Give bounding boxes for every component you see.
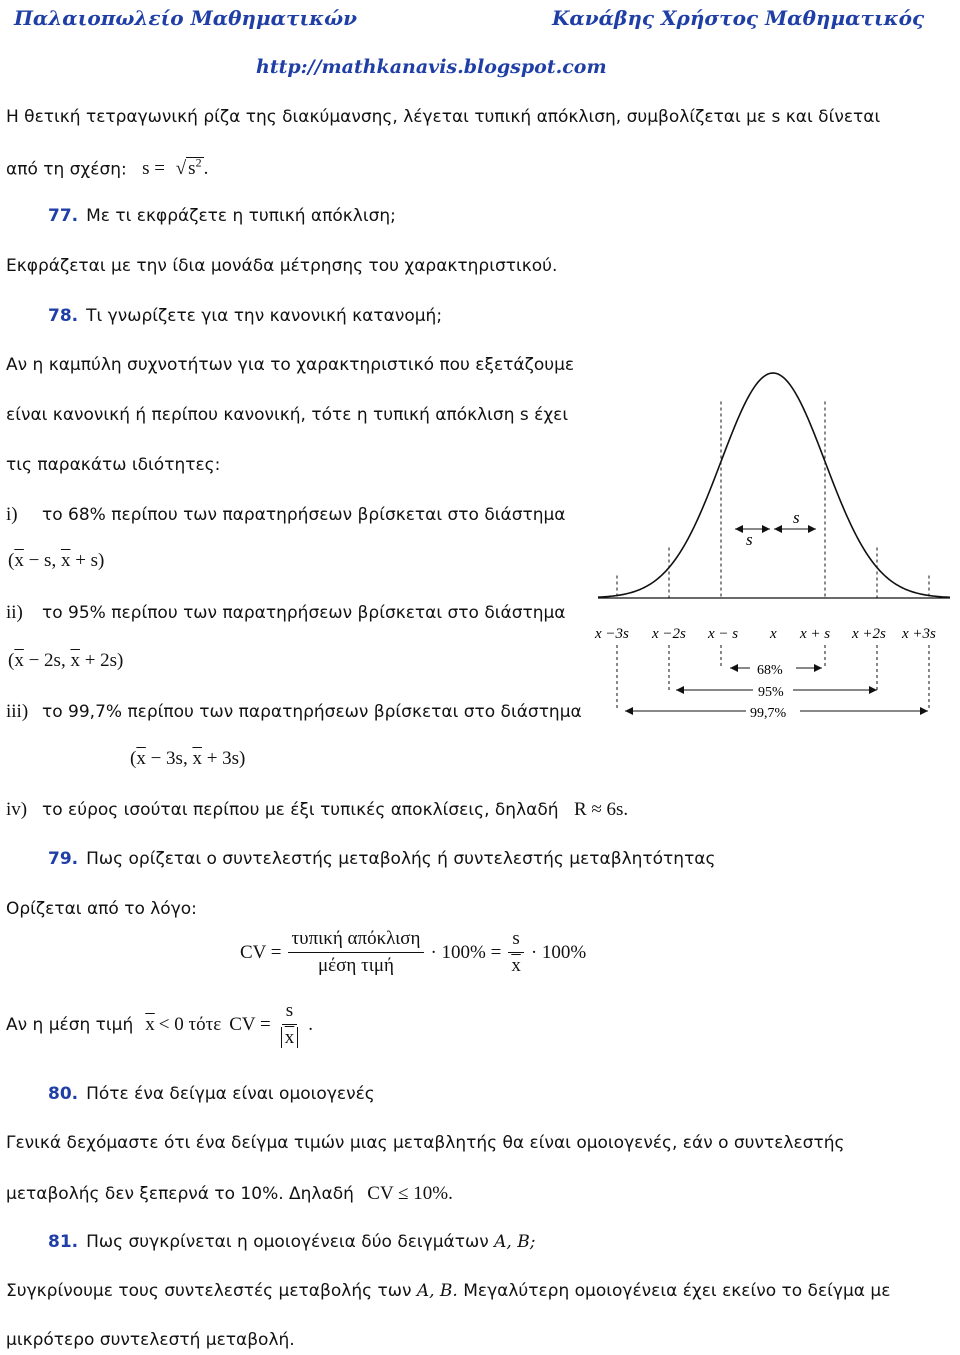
sd-formula: s = √ $s^2$ . — [142, 156, 209, 180]
band-997-head-right — [920, 707, 928, 715]
tick-mean-minus-s: x − s — [708, 626, 739, 642]
sqrt-radicand: $s^2$ — [188, 156, 202, 180]
q81-answer-b: Μεγαλύτερη ομοιογένεια έχει εκείνο το δείγμα με — [463, 1281, 891, 1301]
neg-numerator: s — [282, 1000, 297, 1025]
intro-line2-prefix: από τη σχέση: — [6, 159, 127, 180]
q80-answer-line1: Γενικά δεχόμαστε ότι ένα δείγμα τιμών μιας μεταβλητής θα είναι ομοιογενές, εάν ο συντελεστής — [6, 1133, 845, 1153]
band-68-head-left — [730, 664, 738, 672]
header-url[interactable]: http://mathkanavis.blogspot.com — [256, 56, 607, 78]
q81-answer-ab: A, B. — [416, 1281, 458, 1301]
cv-numerator-s: s — [508, 928, 523, 953]
s-arrowhead-1b — [735, 525, 743, 533]
q78-answer-line3: τις παρακάτω ιδιότητες: — [6, 455, 221, 475]
sd-formula-lhs: s = — [142, 158, 165, 180]
q79-question: 79. Πως ορίζεται ο συντελεστής μεταβολής ή συντελεστής μεταβλητότητας — [48, 849, 716, 869]
tick-mean-minus-3s: x −3s — [595, 626, 629, 642]
q80-answer-line2 — [6, 1183, 453, 1205]
item-text: το 99,7% περίπου των παρατηρήσεων βρίσκεται στο διάστημα — [42, 702, 582, 722]
item-label: iii) — [6, 701, 29, 722]
q78-answer-line1: Αν η καμπύλη συχνοτήτων για το χαρακτηριστικό που εξετάζουμε — [6, 355, 575, 375]
s-arrowhead-2 — [808, 525, 816, 533]
neg-prefix: Αν η μέση τιμή — [6, 1014, 134, 1035]
band-68-label: 68% — [757, 663, 783, 678]
cv-times100b: · 100% — [530, 941, 587, 963]
tick-mean-plus-2s: x +2s — [852, 626, 886, 642]
band-95-head-left — [676, 686, 684, 694]
q78-item-1 — [6, 504, 566, 526]
cv-denominator-x: x — [511, 955, 521, 976]
q81-answer-a: Συγκρίνουμε τους συντελεστές μεταβολής των — [6, 1281, 412, 1301]
cv-fraction-words — [288, 928, 425, 977]
item-label: ii) — [6, 602, 23, 623]
s-label-2: s — [793, 508, 800, 527]
q79-number: 79. — [48, 849, 79, 869]
bell-curve — [598, 373, 950, 597]
q81-answer-line2: μικρότερο συντελεστή μεταβολή. — [6, 1330, 295, 1350]
q78-question: 78. Τι γνωρίζετε για την κανονική κατανομή; — [48, 306, 443, 326]
cv-denominator-words: μέση τιμή — [318, 955, 394, 976]
item-text: το εύρος ισούται περίπου με έξι τυπικές αποκλίσεις, δηλαδή — [42, 800, 559, 820]
neg-fraction — [277, 1000, 303, 1049]
q78-item-3 — [6, 701, 582, 723]
q80-answer-text: μεταβολής δεν ξεπερνά το 10%. Δηλαδή — [6, 1184, 354, 1204]
q78-item-2 — [6, 602, 566, 624]
neg-end: . — [308, 1013, 313, 1035]
band-997-label: 99,7% — [750, 706, 787, 721]
neg-x: $\overline{x}$ — [145, 1013, 155, 1035]
item-label: i) — [6, 504, 18, 525]
intro-line1: Η θετική τετραγωνική ρίζα της διακύμανσης, λέγεται τυπική απόκλιση, συμβολίζεται με s και δίνεται — [6, 107, 881, 127]
s-arrowhead-1 — [762, 525, 770, 533]
q81-answer-line1 — [6, 1281, 890, 1301]
tick-mean-plus-s: x + s — [800, 626, 831, 642]
q77-number: 77. — [48, 206, 79, 226]
q78-interval-3: ($\overline{x} - 3s$, $\overline{x} + 3s$) — [130, 748, 246, 769]
item-text: το 68% περίπου των παρατηρήσεων βρίσκεται στο διάστημα — [42, 505, 566, 525]
header-left: Παλαιοπωλείο Μαθηματικών — [14, 6, 358, 30]
neg-denominator: x — [277, 1025, 303, 1049]
q77-answer: Εκφράζεται με την ίδια μονάδα μέτρησης του χαρακτηριστικού. — [6, 256, 558, 276]
q79-negative-mean — [6, 1000, 313, 1049]
q81-number: 81. — [48, 1232, 79, 1252]
q80-number: 80. — [48, 1084, 79, 1104]
q78-answer-line2: είναι κανονική ή περίπου κανονική, τότε η τυπική απόκλιση s έχει — [6, 405, 569, 425]
s-arrowhead-2b — [774, 525, 782, 533]
cv-numerator-words: τυπική απόκλιση — [288, 928, 425, 953]
q81-ab: A, B; — [494, 1232, 536, 1252]
q81-question: 81. Πως συγκρίνεται η ομοιογένεια δύο δειγμάτων A, B; — [48, 1232, 536, 1252]
tick-mean-minus-2s: x −2s — [652, 626, 686, 642]
q78-number: 78. — [48, 306, 79, 326]
q78-interval-2: ($\overline{x} - 2s$, $\overline{x} + 2s$) — [8, 650, 124, 671]
cv-fraction-symbols — [507, 928, 525, 977]
q77-question: 77. Με τι εκφράζετε η τυπική απόκλιση; — [48, 206, 396, 226]
intro-line2 — [6, 156, 208, 180]
q80-formula: CV ≤ 10%. — [367, 1183, 453, 1204]
range-formula: R ≈ 6s. — [573, 799, 629, 820]
q80-question: 80. Πότε ένα δείγμα είναι ομοιογενές — [48, 1084, 375, 1104]
cv-lhs: CV = — [240, 941, 282, 963]
neg-cond: < 0 τότε — [158, 1013, 222, 1035]
s-label-1: s — [746, 530, 753, 549]
cv-times100: · 100% = — [430, 941, 502, 963]
item-text: το 95% περίπου των παρατηρήσεων βρίσκεται στο διάστημα — [42, 603, 566, 623]
neg-cv: CV = — [229, 1013, 271, 1035]
normal-curve-figure — [590, 355, 960, 730]
band-95-label: 95% — [758, 685, 784, 700]
sqrt-sign: √ — [175, 158, 187, 180]
band-997-head-left — [625, 707, 633, 715]
item-label: iv) — [6, 799, 28, 820]
cv-formula — [240, 928, 586, 977]
tick-mean-plus-3s: x +3s — [902, 626, 936, 642]
q78-item-4 — [6, 799, 628, 821]
band-95-head-right — [869, 686, 877, 694]
q79-answer: Ορίζεται από το λόγο: — [6, 899, 197, 919]
q78-interval-1: ($\overline{x} - s$, $\overline{x} + s$) — [8, 550, 105, 571]
band-68-head-right — [814, 664, 822, 672]
header-right: Κανάβης Χρήστος Μαθηματικός — [552, 6, 925, 30]
tick-mean: x — [770, 626, 777, 642]
